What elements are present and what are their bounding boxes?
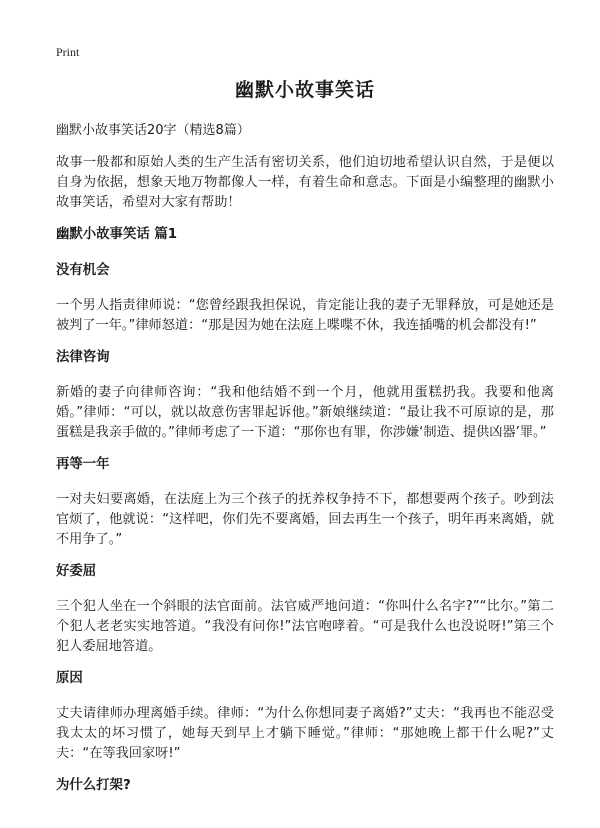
story-heading-6: 为什么打架? [56, 778, 131, 793]
article-heading: 幽默小故事笑话 篇1 [56, 227, 178, 242]
document-subtitle: 幽默小故事笑话20字（精选8篇） [56, 123, 250, 138]
story-text-3: 一对夫妇要离婚，在法庭上为三个孩子的抚养权争持不下，都想要两个孩子。吵到法官烦了，他就说：“这样吧，你们先不要离婚，回去再生一个孩子，明年再来离婚，就不用争了。” [56, 492, 554, 547]
page-title: 幽默小故事笑话 [234, 79, 375, 101]
story-text-5: 丈夫请律师办理离婚手续。律师：“为什么你想同妻子离婚?”丈夫：“我再也不能忍受我太太的坏习惯了，她每天到早上才躺下睡觉。”律师：“那她晚上都干什么呢?”丈夫：“在等我回家呀!” [56, 706, 554, 761]
story-text-4: 三个犯人坐在一个斜眼的法官面前。法官威严地问道：“你叫什么名字?”“比尔。”第二个犯人老老实实地答道。“我没有问你!”法官咆哮着。“可是我什么也没说呀!”第三个犯人委屈地答道。 [56, 599, 554, 654]
intro-paragraph: 故事一般都和原始人类的生产生活有密切关系，他们迫切地希望认识自然，于是便以自身为依据，想象天地万物都像人一样，有着生命和意志。下面是小编整理的幽默小故事笑话，希望对大家有帮助！ [56, 155, 554, 210]
story-heading-4: 好委屈 [56, 564, 97, 579]
story-heading-1: 没有机会 [56, 263, 110, 278]
story-text-1: 一个男人指责律师说：“您曾经跟我担保说，肯定能让我的妻子无罪释放，可是她还是被判了一年。”律师怒道：“那是因为她在法庭上喋喋不休，我连插嘴的机会都没有!” [56, 298, 554, 333]
story-heading-5: 原因 [56, 671, 83, 686]
print-link[interactable]: Print [56, 45, 80, 59]
story-heading-3: 再等一年 [56, 457, 110, 472]
story-text-2: 新婚的妻子向律师咨询：“我和他结婚不到一个月，他就用蛋糕扔我。我要和他离婚。”律师：“可以，就以故意伤害罪起诉他。”新娘继续道：“最让我不可原谅的是，那蛋糕是我亲手做的。”律师考虑了一下道：“那你也有罪，你涉嫌‘制造、提供凶器’罪。” [56, 385, 554, 440]
story-heading-2: 法律咨询 [56, 350, 110, 365]
